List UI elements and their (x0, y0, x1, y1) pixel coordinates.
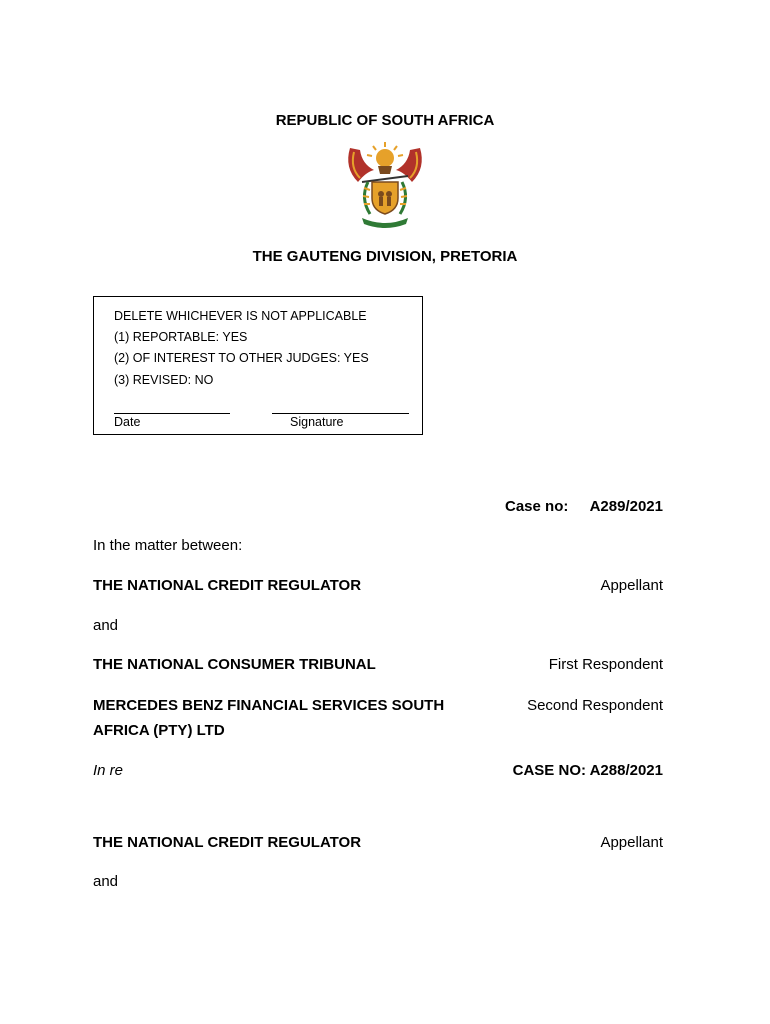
and-separator: and (93, 617, 119, 634)
coat-of-arms-icon (340, 138, 430, 230)
division-title: THE GAUTENG DIVISION, PRETORIA (252, 248, 518, 265)
party-name-second-respondent-line2: AFRICA (PTY) LTD (93, 722, 225, 739)
second-case-party-role: Appellant (600, 834, 663, 851)
party-role-first-respondent: First Respondent (548, 656, 663, 673)
party-role-second-respondent: Second Respondent (527, 697, 663, 714)
in-re-text: In re (93, 762, 124, 779)
intro-text: In the matter between: (93, 537, 243, 554)
case-number-value: A289/2021 (589, 498, 663, 515)
notice-box (93, 296, 423, 435)
party-name-first-respondent: THE NATIONAL CONSUMER TRIBUNAL (93, 656, 376, 673)
signature-rule (272, 413, 409, 414)
party-role-appellant: Appellant (600, 577, 663, 594)
and-separator-2: and (93, 873, 119, 890)
party-name-appellant: THE NATIONAL CREDIT REGULATOR (93, 577, 362, 594)
signature-label: Signature (290, 415, 344, 429)
case-number-label: Case no: (505, 498, 569, 515)
date-rule (114, 413, 230, 414)
notice-item-revised: (3) REVISED: NO (114, 373, 214, 387)
notice-item-interest: (2) OF INTEREST TO OTHER JUDGES: YES (114, 351, 369, 365)
second-case-number: CASE NO: A288/2021 (512, 762, 663, 779)
notice-item-reportable: (1) REPORTABLE: YES (114, 330, 248, 344)
notice-heading: DELETE WHICHEVER IS NOT APPLICABLE (114, 309, 367, 323)
date-label: Date (114, 415, 141, 429)
country-title: REPUBLIC OF SOUTH AFRICA (275, 112, 495, 129)
second-case-party-name: THE NATIONAL CREDIT REGULATOR (93, 834, 362, 851)
party-name-second-respondent-line1: MERCEDES BENZ FINANCIAL SERVICES SOUTH (93, 697, 445, 714)
